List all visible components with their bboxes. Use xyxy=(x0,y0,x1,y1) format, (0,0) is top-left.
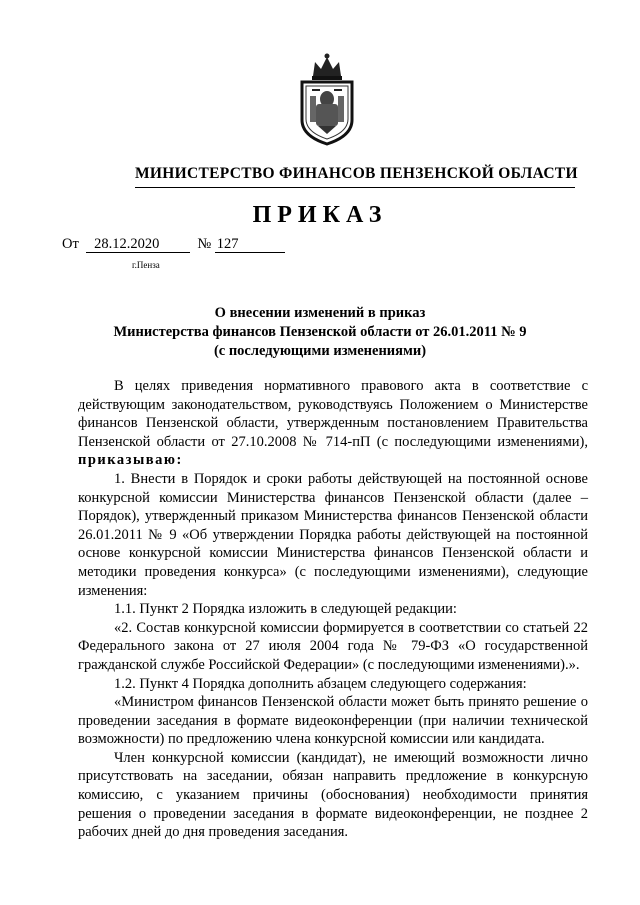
document-heading xyxy=(60,304,580,361)
order-date: 28.12.2020 xyxy=(86,237,190,253)
header-rule xyxy=(135,187,575,188)
item-1-1-paragraph: 1.1. Пункт 2 Порядка изложить в следующей редакции: xyxy=(114,601,457,618)
item-1-2-text2-paragraph: Член конкурсной комиссии (кандидат), не имеющий возможности лично присутствовать на заседании, обязан направить предложение в конкурсную комиссию, с указанием причины (обоснования) необходимости принятия решения о проведении заседания в формате видеоконференции, не позднее 2 рабочих дней до дня проведения заседания. xyxy=(78,749,588,841)
preamble-text: В целях приведения нормативного правового акта в соответствие с действующим законодательством, руководствуясь Положением о Министерстве финансов Пензенской области, утвержденным постановлением Правительства Пензенской области от 27.10.2008 № 714-пП (с последующими изменениями), xyxy=(78,378,588,450)
number-label: № xyxy=(197,236,212,252)
heading-line-3: (с последующими изменениями) xyxy=(213,343,427,359)
from-label: От xyxy=(62,236,79,252)
preamble-paragraph xyxy=(78,377,588,470)
order-keyword: приказываю: xyxy=(78,452,183,469)
coat-of-arms-emblem xyxy=(296,52,358,146)
heading-line-2: Министерства финансов Пензенской области от 26.01.2011 № 9 xyxy=(113,324,527,340)
item-1-2-paragraph: 1.2. Пункт 4 Порядка дополнить абзацем следующего содержания: xyxy=(114,675,527,692)
item-1-1-text-paragraph: «2. Состав конкурсной комиссии формируется в соответствии со статьей 22 Федерального закона от 27 июля 2004 года № 79-ФЗ «О государственной гражданской службе Российской Федерации» (с последующими изменениями).». xyxy=(78,619,588,673)
order-number: 127 xyxy=(215,237,285,253)
document-type-title: ПРИКАЗ xyxy=(252,202,388,228)
ministry-name: МИНИСТЕРСТВО ФИНАНСОВ ПЕНЗЕНСКОЙ ОБЛАСТИ xyxy=(135,165,578,182)
city-label: г.Пенза xyxy=(132,260,160,270)
document-body xyxy=(78,377,588,842)
order-date-number-line xyxy=(62,236,285,253)
item-1-2-text-paragraph: «Министром финансов Пензенской области может быть принято решение о проведении заседания в формате видеоконференции (при наличии технической возможности) по предложению члена конкурсной комиссии или кандидата. xyxy=(78,694,588,748)
item-1-paragraph: 1. Внести в Порядок и сроки работы действующей на постоянной основе конкурсной комиссии Министерства финансов Пензенской области (далее – Порядок), утвержденный приказом Министерства финансов Пензенской области 26.01.2011 № 9 «Об утверждении Порядка работы действующей на постоянной основе конкурсной комиссии Министерства финансов Пензенской области и методики проведения конкурса» (с последующими изменениями), следующие изменения: xyxy=(78,470,588,599)
heading-line-1: О внесении изменений в приказ xyxy=(214,305,426,321)
